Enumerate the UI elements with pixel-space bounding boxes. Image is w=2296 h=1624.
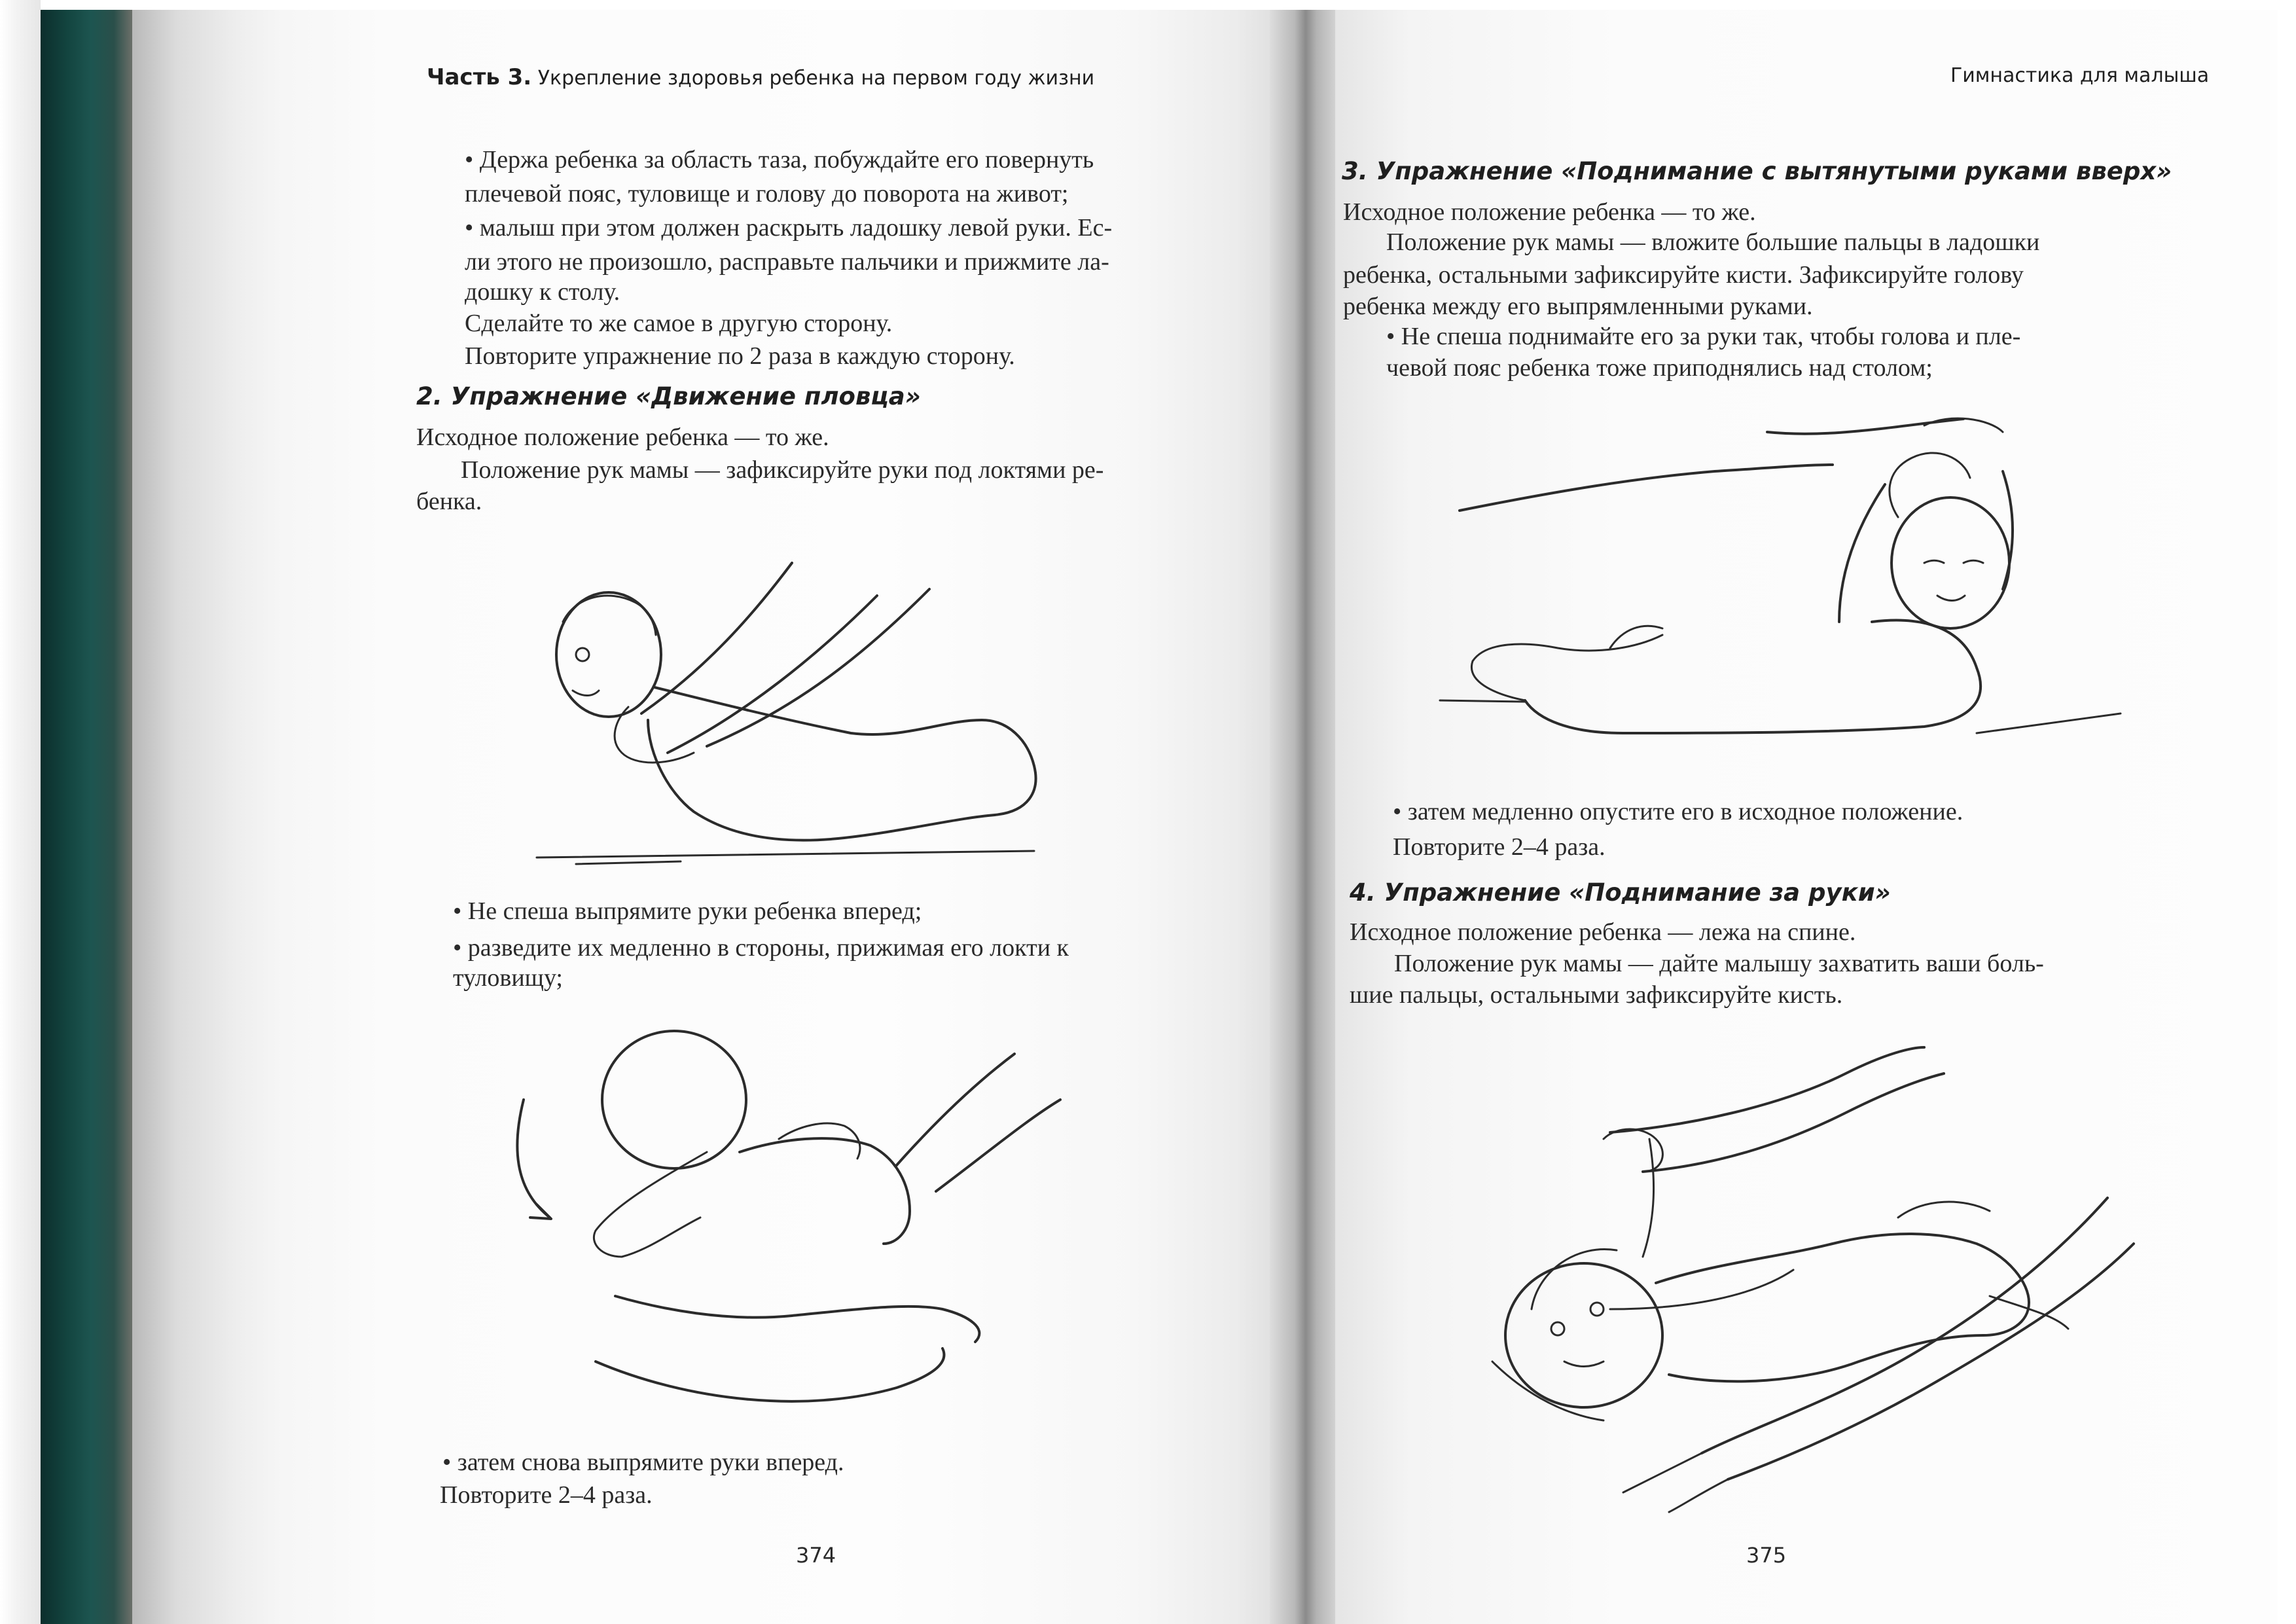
text-line: • Не спеша поднимайте его за руки так, чтобы голова и пле- [1386,323,2021,350]
baby-head [1892,497,2009,628]
mother-arm-line [1702,1198,2108,1453]
baby-arm [1610,1270,1793,1309]
text-line: Положение рук мамы — дайте малышу захватить ваши боль- [1394,950,2044,977]
mother-hand [1604,1129,1662,1172]
text-line: • Не спеша выпрямите руки ребенка вперед; [453,897,922,925]
text-line: • малыш при этом должен раскрыть ладошку левой руки. Ес- [465,214,1113,242]
table-surface [596,1348,944,1401]
text-line: ли этого не произошло, расправьте пальчики и прижмите ла- [465,248,1109,276]
mother-arm-line [897,1054,1014,1165]
baby-arm [2003,471,2013,589]
table-line [1492,1362,1604,1420]
exercise-3-heading: 3. Упражнение «Поднимание с вытянутыми руками вверх» [1342,157,2172,185]
left-running-head [427,64,1094,90]
baby-head [1505,1263,1662,1407]
baby-leg [1898,1202,1990,1218]
baby-arm [1839,484,1885,622]
text-line: Положение рук мамы — вложите большие пальцы в ладошки [1386,228,2040,256]
text-line: Исходное положение ребенка — лежа на спине. [1350,918,1856,946]
text-line: • затем медленно опустите его в исходное положение. [1393,798,1964,825]
illustration-lift-arms-up [1427,406,2199,746]
text-line: Сделайте то же самое в другую сторону. [465,310,893,337]
mother-arm-line [936,1100,1060,1191]
baby-eye [1590,1303,1604,1316]
text-line: туловищу; [453,964,563,992]
scan-margin-right [2278,0,2296,1624]
baby-body [648,687,1036,840]
baby-legs [615,1296,979,1342]
text-line: чевой пояс ребенка тоже приподнялись над столом; [1386,354,1933,382]
text-line: бенка. [416,488,482,515]
scan-margin-left [0,0,41,1624]
baby-back [740,1138,910,1244]
mother-arm-line [1610,1047,1924,1132]
exercise-2-heading: 2. Упражнение «Движение пловца» [416,382,921,410]
running-head-title: Укрепление здоровья ребенка на первом году жизни [537,67,1095,90]
exercise-4-heading: 4. Упражнение «Поднимание за руки» [1350,878,1891,907]
baby-body [1525,621,1981,733]
text-line: Исходное положение ребенка — то же. [1343,198,1756,226]
text-line: шие пальцы, остальными зафиксируйте кисть. [1350,981,1843,1009]
baby-legs [1471,635,1662,700]
running-head-part: Часть 3. [427,64,532,90]
text-line: Исходное положение ребенка — то же. [416,424,829,451]
mother-arm-line [1728,1244,2134,1479]
table-line [537,851,1034,857]
illustration-swimmer-spread [491,1021,1113,1414]
table-line [1977,713,2121,733]
illustration-swimmer-start [537,556,1126,871]
text-line: дошку к столу. [465,278,620,306]
mother-arm-line [668,596,877,753]
baby-eye [576,648,589,661]
text-line: Повторите упражнение по 2 раза в каждую сторону. [465,342,1015,370]
mother-hand [1924,418,2003,432]
page-stack-edge [132,10,283,1624]
text-line: Повторите 2–4 раза. [440,1481,653,1509]
baby-head [602,1031,746,1168]
book-gutter [1270,10,1342,1624]
baby-eye [1551,1322,1564,1335]
text-line: плечевой пояс, туловище и голову до поворота на живот; [465,180,1069,208]
curved-arrow [517,1100,550,1218]
mother-arm-line [1460,465,1833,511]
book-cover-edge [41,10,132,1624]
arrow-head [530,1204,551,1219]
mother-arm-line [707,589,929,746]
text-line: Повторите 2–4 раза. [1393,833,1605,861]
text-line: ребенка, остальными зафиксируйте кисти. Зафиксируйте голову [1343,261,2024,289]
mother-hand [1623,1453,1702,1492]
text-line: • разведите их медленно в стороны, прижимая его локти к [453,934,1069,962]
table-line [1440,700,1525,702]
text-line: • Держа ребенка за область таза, побуждайте его повернуть [465,146,1094,173]
text-line: Положение рук мамы — зафиксируйте руки под локтями ре- [461,456,1104,484]
right-running-head: Гимнастика для малыша [1950,64,2210,87]
baby-arm-raised [1643,1139,1654,1257]
text-line: ребенка между его выпрямленными руками. [1343,293,1813,320]
page-number-right: 375 [1746,1543,1787,1568]
text-line: • затем снова выпрямите руки вперед. [442,1449,844,1476]
page-number-left: 374 [796,1543,836,1568]
illustration-lift-by-hands [1492,1047,2147,1519]
